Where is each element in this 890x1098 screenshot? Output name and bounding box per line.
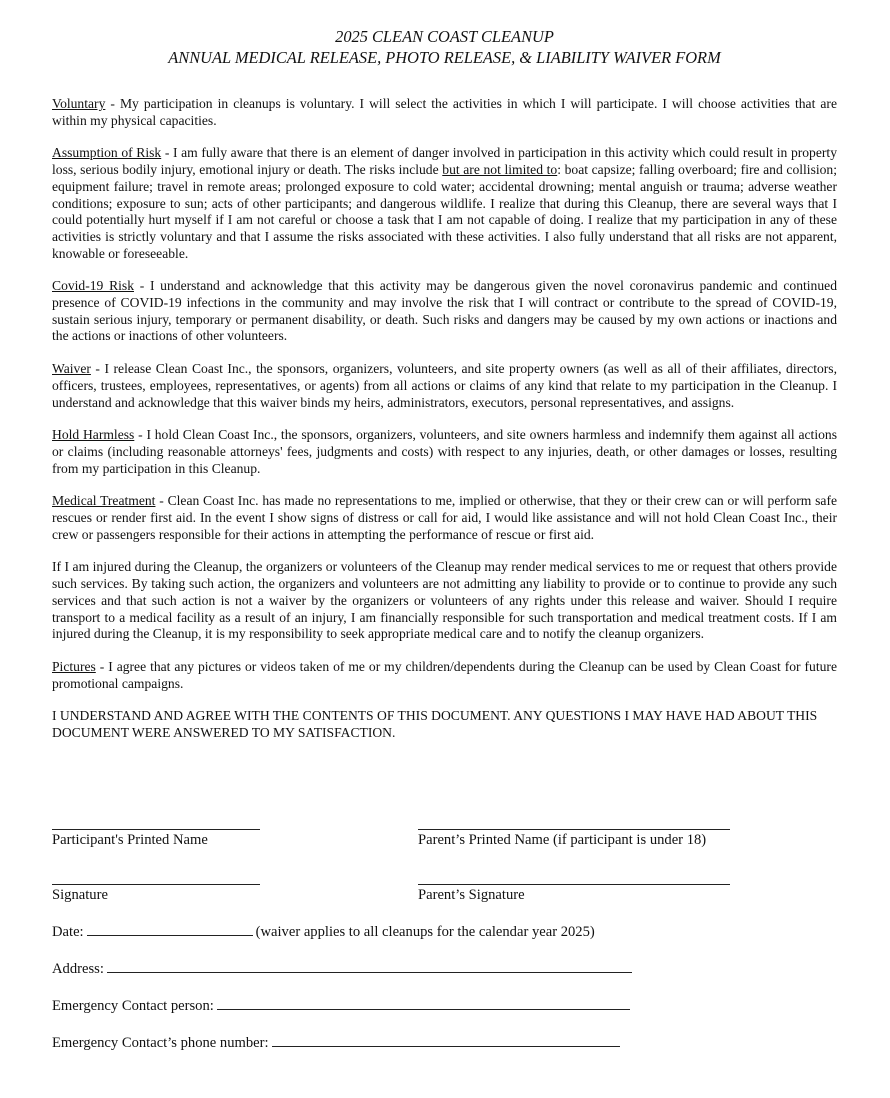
signature-label: Signature (52, 887, 108, 903)
medical-treatment-text: - Clean Coast Inc. has made no representations to me, implied or otherwise, that they or their crew can or will perform safe rescues or render first aid. In the event I show signs of distress or call for aid, I would like assistance and will not hold Clean Coast Inc., their crew or passengers responsible for their actions in attempting the performance of rescue or first aid. (52, 493, 838, 542)
pictures-heading: Pictures (52, 658, 96, 674)
hold-harmless-heading: Hold Harmless (52, 427, 135, 443)
emergency-contact-label: Emergency Contact person: (52, 998, 214, 1014)
date-note: (waiver applies to all cleanups for the calendar year 2025) (255, 924, 595, 940)
participant-name-line[interactable] (52, 829, 260, 830)
medical-treatment-heading: Medical Treatment (52, 493, 156, 509)
covid-risk-heading: Covid-19 Risk (52, 278, 134, 294)
address-field[interactable] (107, 960, 632, 973)
parent-name-label: Parent’s Printed Name (if participant is under 18) (418, 832, 707, 848)
parent-signature-line[interactable] (418, 884, 730, 885)
hold-harmless-text: - I hold Clean Coast Inc., the sponsors, organizers, volunteers, and site owners harmless and indemnify them against all actions or claims (including reasonable attorneys' fees, judgments and costs) with respect to any injuries, death, or other damages or losses, resulting from my participation in this Cleanup. (52, 427, 837, 476)
covid-risk-text: - I understand and acknowledge that this activity may be dangerous given the novel coronavirus pandemic and continued presence of COVID-19 infections in the community and may involve the risk that I will contract or contribute to the spread of COVID-19, sustain serious injury, temporary or permanent disability, or death. Such risks and dangers may be caused by my own actions or inactions and the actions or inactions of other volunteers. (52, 278, 837, 344)
waiver-heading: Waiver (52, 361, 91, 377)
date-label: Date: (52, 924, 84, 940)
waiver-text: - I release Clean Coast Inc., the sponsors, organizers, volunteers, and site property owners (as well as all of their affiliates, directors, officers, trustees, employees, representatives, or agents) from all actions or claims of any kind that relate to my participation in the Cleanup. I understand and acknowledge that this waiver binds my heirs, administrators, executors, personal representatives, and assigns. (52, 361, 837, 410)
voluntary-heading: Voluntary (52, 96, 106, 111)
parent-name-line[interactable] (418, 829, 730, 830)
date-field[interactable] (87, 923, 253, 936)
emergency-contact-field[interactable] (217, 997, 630, 1010)
title-line-2: ANNUAL MEDICAL RELEASE, PHOTO RELEASE, & LIABILITY WAIVER FORM (168, 48, 721, 67)
address-row (52, 960, 635, 978)
emergency-phone-label: Emergency Contact’s phone number: (52, 1035, 269, 1051)
address-label: Address: (52, 961, 104, 977)
agreement-statement: I UNDERSTAND AND AGREE WITH THE CONTENTS OF THIS DOCUMENT. ANY QUESTIONS I MAY HAVE HAD ABOUT THIS DOCUMENT WERE ANSWERED TO MY SATISFACTION. (52, 708, 818, 741)
injury-section: If I am injured during the Cleanup, the organizers or volunteers of the Cleanup may render medical services to me or request that others provide such services. By taking such action, the organizers and volunteers are not admitting any liability to provide or to continue to provide any such services and that such action is not a waiver by the organizers or volunteers of any rights under this release and waiver. Should I require transport to a medical facility as a result of an injury, I am financially responsible for such transportation and medical treatment costs. If I am injured during the Cleanup, it is my responsibility to seek appropriate medical care and to notify the cleanup organizers. (52, 559, 837, 642)
assumption-of-risk-heading: Assumption of Risk (52, 145, 162, 161)
date-row (52, 923, 595, 941)
voluntary-text: - My participation in cleanups is voluntary. I will select the activities in which I will participate. I will choose activities that are within my physical capacities. (52, 96, 837, 128)
parent-signature-label: Parent’s Signature (418, 887, 525, 903)
emergency-phone-field[interactable] (272, 1034, 620, 1047)
title-line-1: 2025 CLEAN COAST CLEANUP (335, 27, 554, 46)
emergency-phone-row (52, 1034, 623, 1052)
emergency-contact-row (52, 997, 633, 1015)
pictures-text: - I agree that any pictures or videos taken of me or my children/dependents during the Cleanup can be used by Clean Coast for future promotional campaigns. (52, 658, 837, 691)
assumption-of-risk-text-b: : boat capsize; falling overboard; fire and collision; equipment failure; travel in remote areas; prolonged exposure to cold water; accidental drowning; mental anguish or trauma; adverse weather conditions; exposure to sun; acts of other participants; and dangerous wildlife. I realize that during this Cleanup, there are several ways that I could potentially hurt myself if I am not careful or choose a task that I am not capable of doing. I realize that my participation in any of these activities is strictly voluntary and that I assume the risks associated with these activities. I also fully understand that all risks are not apparent, knowable or foreseeable. (52, 162, 838, 261)
participant-signature-line[interactable] (52, 884, 260, 885)
assumption-of-risk-text-a: - I am fully aware that there is an element of danger involved in participation in this activity which could result in property loss, serious bodily injury, emotional injury or death. The risks include (52, 145, 837, 178)
participant-name-label: Participant's Printed Name (52, 832, 208, 848)
not-limited-to-phrase: but are not limited to (442, 162, 558, 178)
